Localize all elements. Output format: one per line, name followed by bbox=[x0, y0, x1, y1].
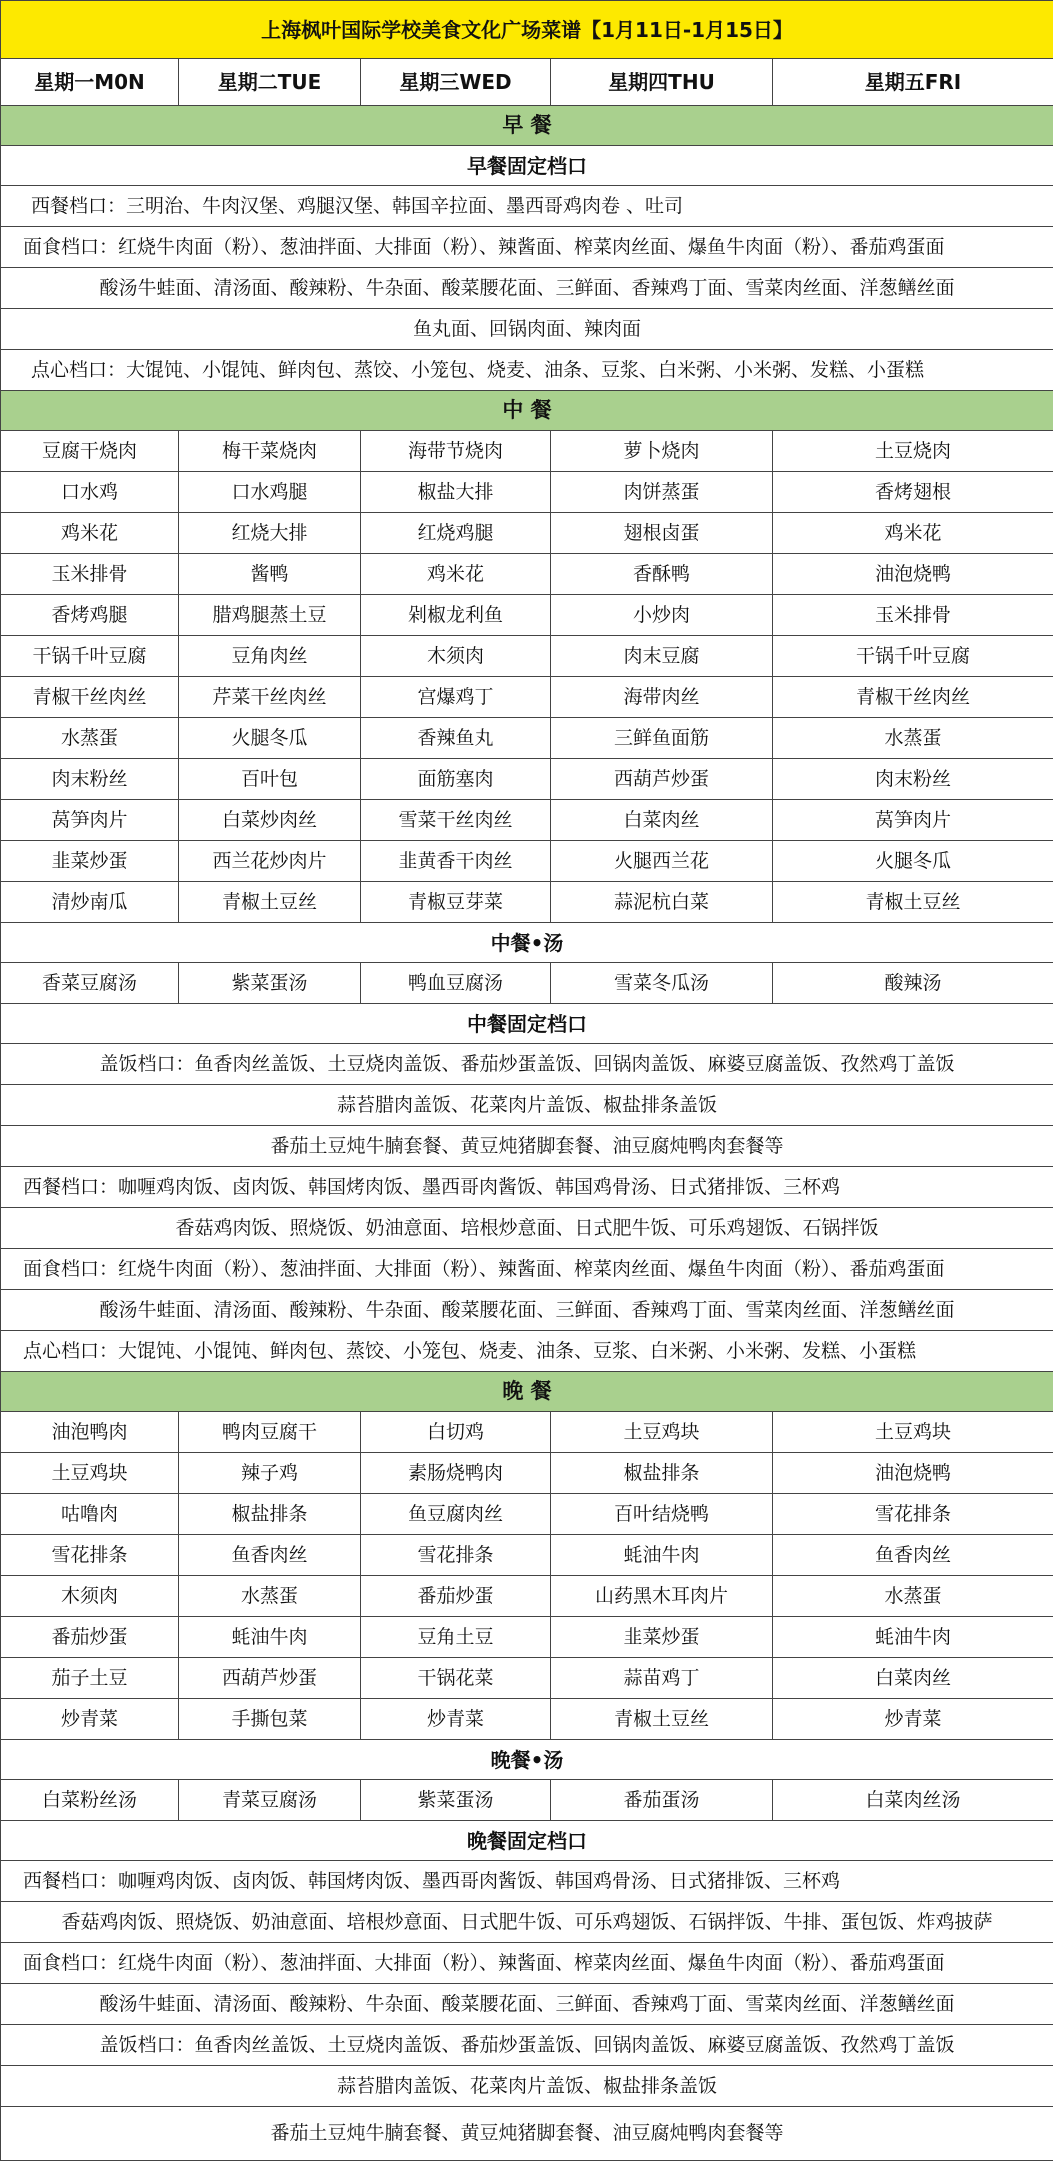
lunch-stall-line bbox=[1, 1208, 1053, 1249]
soup-cell: 鸭血豆腐汤 bbox=[361, 963, 551, 1004]
dish-cell: 玉米排骨 bbox=[1, 554, 179, 595]
dish-cell: 韭菜炒蛋 bbox=[551, 1617, 773, 1658]
lunch-soup-label-row bbox=[1, 923, 1053, 963]
dish-cell: 鱼豆腐肉丝 bbox=[361, 1494, 551, 1535]
stall-menu-line: 西餐档口：咖喱鸡肉饭、卤肉饭、韩国烤肉饭、墨西哥肉酱饭、韩国鸡骨汤、日式猪排饭、三杯鸡 bbox=[1, 1861, 1053, 1902]
dish-cell: 木须肉 bbox=[1, 1576, 179, 1617]
soup-cell: 香菜豆腐汤 bbox=[1, 963, 179, 1004]
meal-heading: 中 餐 bbox=[1, 391, 1053, 431]
weekday-header: 星期二TUE bbox=[179, 59, 361, 106]
dish-cell: 蚝油牛肉 bbox=[773, 1617, 1053, 1658]
soup-cell: 雪菜冬瓜汤 bbox=[551, 963, 773, 1004]
dish-cell: 韭菜炒蛋 bbox=[1, 841, 179, 882]
dish-cell: 红烧鸡腿 bbox=[361, 513, 551, 554]
dish-cell: 水蒸蛋 bbox=[773, 1576, 1053, 1617]
dish-cell: 清炒南瓜 bbox=[1, 882, 179, 923]
dish-cell: 肉饼蒸蛋 bbox=[551, 472, 773, 513]
dish-cell: 鸡米花 bbox=[1, 513, 179, 554]
dish-cell: 炒青菜 bbox=[361, 1699, 551, 1740]
dinner-dish-row bbox=[1, 1494, 1053, 1535]
dish-cell: 土豆鸡块 bbox=[773, 1412, 1053, 1453]
dish-cell: 豆角肉丝 bbox=[179, 636, 361, 677]
dish-cell: 肉末粉丝 bbox=[1, 759, 179, 800]
dish-cell: 口水鸡腿 bbox=[179, 472, 361, 513]
stall-menu-line: 盖饭档口：鱼香肉丝盖饭、土豆烧肉盖饭、番茄炒蛋盖饭、回锅肉盖饭、麻婆豆腐盖饭、孜然鸡丁盖饭 bbox=[1, 2025, 1053, 2066]
stall-menu-line: 酸汤牛蛙面、清汤面、酸辣粉、牛杂面、酸菜腰花面、三鲜面、香辣鸡丁面、雪菜肉丝面、洋葱鳝丝面 bbox=[1, 1984, 1053, 2025]
lunch-stall-line bbox=[1, 1249, 1053, 1290]
dinner-dish-row bbox=[1, 1453, 1053, 1494]
dish-cell: 水蒸蛋 bbox=[773, 718, 1053, 759]
soup-cell: 青菜豆腐汤 bbox=[179, 1780, 361, 1821]
breakfast-stall-line bbox=[1, 309, 1053, 350]
dish-cell: 白菜肉丝 bbox=[773, 1658, 1053, 1699]
stall-menu-line: 酸汤牛蛙面、清汤面、酸辣粉、牛杂面、酸菜腰花面、三鲜面、香辣鸡丁面、雪菜肉丝面、洋葱鳝丝面 bbox=[1, 268, 1053, 309]
dish-cell: 口水鸡 bbox=[1, 472, 179, 513]
dish-cell: 木须肉 bbox=[361, 636, 551, 677]
stall-menu-line: 蒜苔腊肉盖饭、花菜肉片盖饭、椒盐排条盖饭 bbox=[1, 1085, 1053, 1126]
dish-cell: 青椒豆芽菜 bbox=[361, 882, 551, 923]
dish-cell: 雪花排条 bbox=[361, 1535, 551, 1576]
dish-cell: 豆腐干烧肉 bbox=[1, 431, 179, 472]
lunch-stall-line bbox=[1, 1167, 1053, 1208]
dinner-stall-line bbox=[1, 1902, 1053, 1943]
lunch-fixed-stall-label-row bbox=[1, 1004, 1053, 1044]
dish-cell: 鸡米花 bbox=[361, 554, 551, 595]
breakfast-stall-line bbox=[1, 186, 1053, 227]
stall-menu-line: 蒜苔腊肉盖饭、花菜肉片盖饭、椒盐排条盖饭 bbox=[1, 2066, 1053, 2107]
weekday-header-row bbox=[1, 59, 1053, 106]
dish-cell: 三鲜鱼面筋 bbox=[551, 718, 773, 759]
lunch-stall-line bbox=[1, 1126, 1053, 1167]
dish-cell: 腊鸡腿蒸土豆 bbox=[179, 595, 361, 636]
stall-menu-line: 面食档口：红烧牛肉面（粉）、葱油拌面、大排面（粉）、辣酱面、榨菜肉丝面、爆鱼牛肉面（粉）、番茄鸡蛋面 bbox=[1, 1943, 1053, 1984]
dish-cell: 白菜炒肉丝 bbox=[179, 800, 361, 841]
dish-cell: 雪花排条 bbox=[773, 1494, 1053, 1535]
lunch-dish-row bbox=[1, 677, 1053, 718]
dinner-fixed-stall-label-row bbox=[1, 1821, 1053, 1861]
stall-menu-line: 番茄土豆炖牛腩套餐、黄豆炖猪脚套餐、油豆腐炖鸭肉套餐等 bbox=[1, 1126, 1053, 1167]
dish-cell: 土豆烧肉 bbox=[773, 431, 1053, 472]
dinner-dish-row bbox=[1, 1617, 1053, 1658]
lunch-dish-row bbox=[1, 800, 1053, 841]
dish-cell: 干锅千叶豆腐 bbox=[773, 636, 1053, 677]
stall-menu-line: 西餐档口：咖喱鸡肉饭、卤肉饭、韩国烤肉饭、墨西哥肉酱饭、韩国鸡骨汤、日式猪排饭、三杯鸡 bbox=[1, 1167, 1053, 1208]
stall-menu-line: 番茄土豆炖牛腩套餐、黄豆炖猪脚套餐、油豆腐炖鸭肉套餐等 bbox=[1, 2107, 1053, 2161]
dish-cell: 翅根卤蛋 bbox=[551, 513, 773, 554]
stall-menu-line: 点心档口：大馄饨、小馄饨、鲜肉包、蒸饺、小笼包、烧麦、油条、豆浆、白米粥、小米粥、发糕、小蛋糕 bbox=[1, 350, 1053, 391]
lunch-dish-row bbox=[1, 718, 1053, 759]
dish-cell: 山药黑木耳肉片 bbox=[551, 1576, 773, 1617]
stall-menu-line: 酸汤牛蛙面、清汤面、酸辣粉、牛杂面、酸菜腰花面、三鲜面、香辣鸡丁面、雪菜肉丝面、洋葱鳝丝面 bbox=[1, 1290, 1053, 1331]
dish-cell: 肉末粉丝 bbox=[773, 759, 1053, 800]
stall-menu-line: 香菇鸡肉饭、照烧饭、奶油意面、培根炒意面、日式肥牛饭、可乐鸡翅饭、石锅拌饭、牛排、蛋包饭、炸鸡披萨 bbox=[1, 1902, 1053, 1943]
dish-cell: 西葫芦炒蛋 bbox=[551, 759, 773, 800]
dish-cell: 青椒干丝肉丝 bbox=[1, 677, 179, 718]
soup-cell: 番茄蛋汤 bbox=[551, 1780, 773, 1821]
dish-cell: 鸭肉豆腐干 bbox=[179, 1412, 361, 1453]
dish-cell: 芹菜干丝肉丝 bbox=[179, 677, 361, 718]
soup-cell: 白菜肉丝汤 bbox=[773, 1780, 1053, 1821]
dish-cell: 茄子土豆 bbox=[1, 1658, 179, 1699]
dish-cell: 油泡鸭肉 bbox=[1, 1412, 179, 1453]
dish-cell: 番茄炒蛋 bbox=[361, 1576, 551, 1617]
dish-cell: 油泡烧鸭 bbox=[773, 554, 1053, 595]
lunch-dish-row bbox=[1, 882, 1053, 923]
menu-body bbox=[1, 1, 1053, 2161]
stall-menu-line: 盖饭档口：鱼香肉丝盖饭、土豆烧肉盖饭、番茄炒蛋盖饭、回锅肉盖饭、麻婆豆腐盖饭、孜然鸡丁盖饭 bbox=[1, 1044, 1053, 1085]
menu-title-row bbox=[1, 1, 1053, 59]
dish-cell: 番茄炒蛋 bbox=[1, 1617, 179, 1658]
section-subheading: 中餐•汤 bbox=[1, 923, 1053, 963]
dish-cell: 香辣鱼丸 bbox=[361, 718, 551, 759]
lunch-dish-row bbox=[1, 841, 1053, 882]
stall-menu-line: 面食档口：红烧牛肉面（粉）、葱油拌面、大排面（粉）、辣酱面、榨菜肉丝面、爆鱼牛肉面（粉）、番茄鸡蛋面 bbox=[1, 227, 1053, 268]
lunch-dish-row bbox=[1, 472, 1053, 513]
breakfast-meal-row bbox=[1, 106, 1053, 146]
dish-cell: 萝卜烧肉 bbox=[551, 431, 773, 472]
dish-cell: 青椒土豆丝 bbox=[179, 882, 361, 923]
soup-cell: 白菜粉丝汤 bbox=[1, 1780, 179, 1821]
dish-cell: 火腿冬瓜 bbox=[179, 718, 361, 759]
stall-menu-line: 鱼丸面、回锅肉面、辣肉面 bbox=[1, 309, 1053, 350]
dish-cell: 鱼香肉丝 bbox=[773, 1535, 1053, 1576]
stall-menu-line: 香菇鸡肉饭、照烧饭、奶油意面、培根炒意面、日式肥牛饭、可乐鸡翅饭、石锅拌饭 bbox=[1, 1208, 1053, 1249]
dinner-dish-row bbox=[1, 1699, 1053, 1740]
dish-cell: 蚝油牛肉 bbox=[551, 1535, 773, 1576]
dish-cell: 油泡烧鸭 bbox=[773, 1453, 1053, 1494]
dish-cell: 小炒肉 bbox=[551, 595, 773, 636]
dish-cell: 百叶结烧鸭 bbox=[551, 1494, 773, 1535]
dinner-dish-row bbox=[1, 1412, 1053, 1453]
breakfast-fixed-stall-label-row bbox=[1, 146, 1053, 186]
dish-cell: 鸡米花 bbox=[773, 513, 1053, 554]
dish-cell: 炒青菜 bbox=[773, 1699, 1053, 1740]
dish-cell: 海带节烧肉 bbox=[361, 431, 551, 472]
dish-cell: 莴笋肉片 bbox=[1, 800, 179, 841]
dish-cell: 香烤翅根 bbox=[773, 472, 1053, 513]
dinner-stall-line bbox=[1, 2107, 1053, 2161]
dish-cell: 素肠烧鸭肉 bbox=[361, 1453, 551, 1494]
dish-cell: 梅干菜烧肉 bbox=[179, 431, 361, 472]
stall-menu-line: 点心档口：大馄饨、小馄饨、鲜肉包、蒸饺、小笼包、烧麦、油条、豆浆、白米粥、小米粥、发糕、小蛋糕 bbox=[1, 1331, 1053, 1372]
dish-cell: 面筋塞肉 bbox=[361, 759, 551, 800]
lunch-stall-line bbox=[1, 1331, 1053, 1372]
soup-cell: 紫菜蛋汤 bbox=[361, 1780, 551, 1821]
dish-cell: 酱鸭 bbox=[179, 554, 361, 595]
weekday-header: 星期三WED bbox=[361, 59, 551, 106]
lunch-soup-row bbox=[1, 963, 1053, 1004]
weekday-header: 星期四THU bbox=[551, 59, 773, 106]
dish-cell: 火腿西兰花 bbox=[551, 841, 773, 882]
dish-cell: 辣子鸡 bbox=[179, 1453, 361, 1494]
menu-title: 上海枫叶国际学校美食文化广场菜谱【1月11日-1月15日】 bbox=[1, 1, 1053, 59]
dinner-dish-row bbox=[1, 1576, 1053, 1617]
dish-cell: 水蒸蛋 bbox=[1, 718, 179, 759]
dish-cell: 香烤鸡腿 bbox=[1, 595, 179, 636]
dish-cell: 百叶包 bbox=[179, 759, 361, 800]
dish-cell: 青椒土豆丝 bbox=[551, 1699, 773, 1740]
dish-cell: 香酥鸭 bbox=[551, 554, 773, 595]
dish-cell: 雪菜干丝肉丝 bbox=[361, 800, 551, 841]
breakfast-stall-line bbox=[1, 227, 1053, 268]
dinner-stall-line bbox=[1, 1984, 1053, 2025]
dish-cell: 土豆鸡块 bbox=[551, 1412, 773, 1453]
dish-cell: 白切鸡 bbox=[361, 1412, 551, 1453]
dish-cell: 海带肉丝 bbox=[551, 677, 773, 718]
soup-cell: 酸辣汤 bbox=[773, 963, 1053, 1004]
dish-cell: 蒜苗鸡丁 bbox=[551, 1658, 773, 1699]
dish-cell: 西兰花炒肉片 bbox=[179, 841, 361, 882]
soup-cell: 紫菜蛋汤 bbox=[179, 963, 361, 1004]
dish-cell: 韭黄香干肉丝 bbox=[361, 841, 551, 882]
dish-cell: 椒盐排条 bbox=[551, 1453, 773, 1494]
section-subheading: 晚餐•汤 bbox=[1, 1740, 1053, 1780]
dish-cell: 红烧大排 bbox=[179, 513, 361, 554]
dish-cell: 蒜泥杭白菜 bbox=[551, 882, 773, 923]
dinner-stall-line bbox=[1, 2025, 1053, 2066]
dish-cell: 莴笋肉片 bbox=[773, 800, 1053, 841]
dish-cell: 宫爆鸡丁 bbox=[361, 677, 551, 718]
lunch-stall-line bbox=[1, 1044, 1053, 1085]
dish-cell: 干锅千叶豆腐 bbox=[1, 636, 179, 677]
lunch-dish-row bbox=[1, 636, 1053, 677]
dish-cell: 肉末豆腐 bbox=[551, 636, 773, 677]
dish-cell: 雪花排条 bbox=[1, 1535, 179, 1576]
dish-cell: 水蒸蛋 bbox=[179, 1576, 361, 1617]
dish-cell: 玉米排骨 bbox=[773, 595, 1053, 636]
dish-cell: 椒盐大排 bbox=[361, 472, 551, 513]
dish-cell: 咕噜肉 bbox=[1, 1494, 179, 1535]
weekday-header: 星期五FRI bbox=[773, 59, 1053, 106]
dinner-soup-row bbox=[1, 1780, 1053, 1821]
lunch-dish-row bbox=[1, 595, 1053, 636]
dinner-stall-line bbox=[1, 1943, 1053, 1984]
meal-heading: 早 餐 bbox=[1, 106, 1053, 146]
breakfast-stall-line bbox=[1, 350, 1053, 391]
weekday-header: 星期一M0N bbox=[1, 59, 179, 106]
stall-menu-line: 西餐档口：三明治、牛肉汉堡、鸡腿汉堡、韩国辛拉面、墨西哥鸡肉卷 、吐司 bbox=[1, 186, 1053, 227]
dish-cell: 蚝油牛肉 bbox=[179, 1617, 361, 1658]
dinner-meal-row bbox=[1, 1372, 1053, 1412]
dinner-dish-row bbox=[1, 1535, 1053, 1576]
lunch-stall-line bbox=[1, 1290, 1053, 1331]
dinner-soup-label-row bbox=[1, 1740, 1053, 1780]
dinner-dish-row bbox=[1, 1658, 1053, 1699]
dish-cell: 椒盐排条 bbox=[179, 1494, 361, 1535]
stall-menu-line: 面食档口：红烧牛肉面（粉）、葱油拌面、大排面（粉）、辣酱面、榨菜肉丝面、爆鱼牛肉面（粉）、番茄鸡蛋面 bbox=[1, 1249, 1053, 1290]
meal-heading: 晚 餐 bbox=[1, 1372, 1053, 1412]
lunch-dish-row bbox=[1, 759, 1053, 800]
lunch-dish-row bbox=[1, 431, 1053, 472]
dish-cell: 青椒土豆丝 bbox=[773, 882, 1053, 923]
dish-cell: 青椒干丝肉丝 bbox=[773, 677, 1053, 718]
dish-cell: 火腿冬瓜 bbox=[773, 841, 1053, 882]
dish-cell: 土豆鸡块 bbox=[1, 1453, 179, 1494]
dish-cell: 炒青菜 bbox=[1, 1699, 179, 1740]
dish-cell: 西葫芦炒蛋 bbox=[179, 1658, 361, 1699]
dinner-stall-line bbox=[1, 2066, 1053, 2107]
dish-cell: 干锅花菜 bbox=[361, 1658, 551, 1699]
section-subheading: 中餐固定档口 bbox=[1, 1004, 1053, 1044]
breakfast-stall-line bbox=[1, 268, 1053, 309]
section-subheading: 晚餐固定档口 bbox=[1, 1821, 1053, 1861]
dish-cell: 手撕包菜 bbox=[179, 1699, 361, 1740]
lunch-dish-row bbox=[1, 554, 1053, 595]
dinner-stall-line bbox=[1, 1861, 1053, 1902]
section-subheading: 早餐固定档口 bbox=[1, 146, 1053, 186]
dish-cell: 豆角土豆 bbox=[361, 1617, 551, 1658]
dish-cell: 剁椒龙利鱼 bbox=[361, 595, 551, 636]
lunch-stall-line bbox=[1, 1085, 1053, 1126]
lunch-meal-row bbox=[1, 391, 1053, 431]
dish-cell: 鱼香肉丝 bbox=[179, 1535, 361, 1576]
lunch-dish-row bbox=[1, 513, 1053, 554]
dish-cell: 白菜肉丝 bbox=[551, 800, 773, 841]
